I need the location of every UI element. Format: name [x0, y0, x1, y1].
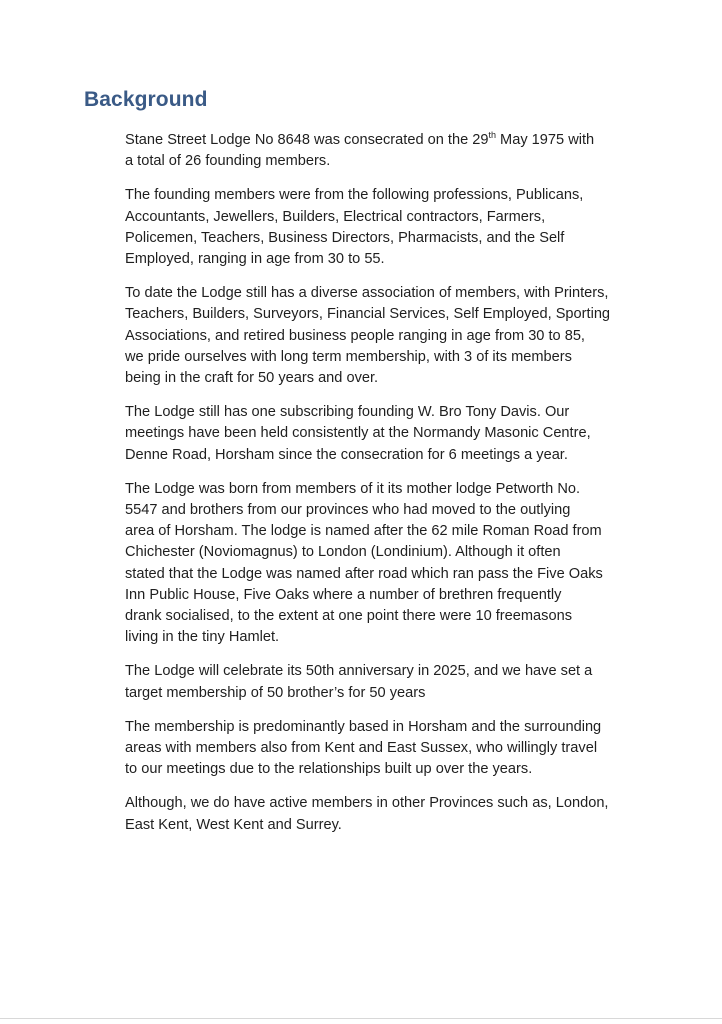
page-bottom-rule: [0, 1018, 722, 1019]
paragraph-current-members: To date the Lodge still has a diverse association of members, with Printers, Teachers, Builders, Surveyors, Financial Services, Self Employed, Sporting Associations, and retired business people ranging in age from 30 to 85, we pride ourselves with long term membership, with 3 of its members being in the craft for 50 years and over.: [125, 285, 611, 387]
paragraph-anniversary: The Lodge will celebrate its 50th anniversary in 2025, and we have set a target membership of 50 brother’s for 50 years: [125, 663, 593, 701]
paragraph-intro: [125, 130, 645, 172]
section-heading: Background: [84, 88, 208, 111]
paragraph-history: The Lodge was born from members of it its mother lodge Petworth No. 5547 and brothers from our provinces who had moved to the outlying area of Horsham. The lodge is named after the 62 mile Roman Road from Chichester (Noviomagnus) to London (Londinium). Although it often stated that the Lodge was named after road which ran pass the Five Oaks Inn Public House, Five Oaks where a number of brethren frequently drank socialised, to the extent at one point there were 10 freemasons living in the tiny Hamlet.: [125, 480, 603, 646]
intro-superscript: th: [488, 130, 496, 141]
paragraph-founding-members: The founding members were from the following professions, Publicans, Accountants, Jewellers, Builders, Electrical contractors, Farmers, Policemen, Teachers, Business Directors, Pharmacists, and the Self Employed, ranging in age from 30 to 55.: [125, 187, 584, 268]
paragraph-meetings: The Lodge still has one subscribing founding W. Bro Tony Davis. Our meetings have been held consistently at the Normandy Masonic Centre, Denne Road, Horsham since the consecration for 6 meetings a year.: [125, 404, 591, 463]
body-text: [125, 130, 645, 849]
paragraph-other-provinces: Although, we do have active members in other Provinces such as, London, East Kent, West Kent and Surrey.: [125, 795, 609, 833]
paragraph-membership-area: The membership is predominantly based in Horsham and the surrounding areas with members also from Kent and East Sussex, who willingly travel to our meetings due to the relationships built up over the years.: [125, 718, 602, 778]
intro-text-after: May 1975 with a total of 26 founding members.: [125, 132, 595, 170]
intro-text-before: Stane Street Lodge No 8648 was consecrated on the 29: [125, 132, 489, 148]
